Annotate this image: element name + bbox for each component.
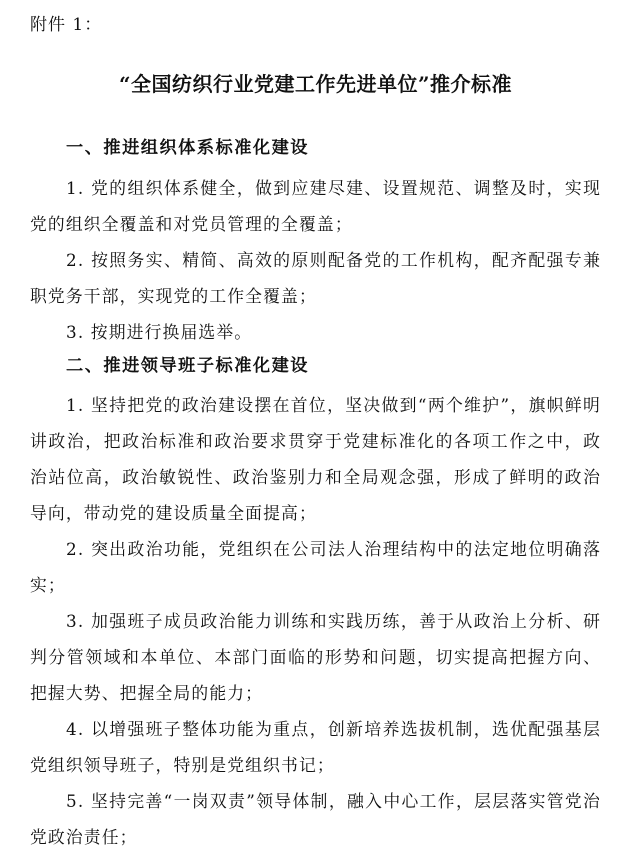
document-title: “全国纺织行业党建工作先进单位”推介标准	[118, 72, 512, 96]
section2-item-3: 3. 加强班子成员政治能力训练和实践历练，善于从政治上分析、研判分管领域和本单位、本部门面临的形势和问题，切实提高把握方向、把握大势、把握全局的能力；	[30, 611, 601, 703]
section2-item-4: 4. 以增强班子整体功能为重点，创新培养选拔机制，选优配强基层党组织领导班子，特别是党组织书记；	[30, 719, 601, 775]
section2-item-1: 1. 坚持把党的政治建设摆在首位，坚决做到“两个维护”，旗帜鲜明讲政治，把政治标准和政治要求贯穿于党建标准化的各项工作之中，政治站位高，政治敏锐性、政治鉴别力和全局观念强，形成了鲜明的政治导向，带动党的建设质量全面提高；	[30, 395, 601, 523]
section2-item-5: 5. 坚持完善“一岗双责”领导体制，融入中心工作，层层落实管党治党政治责任；	[30, 791, 601, 847]
attachment-label: 附件 1：	[30, 15, 103, 35]
section-heading-organization: 一、推进组织体系标准化建设	[66, 138, 309, 158]
section2-item-2: 2. 突出政治功能，党组织在公司法人治理结构中的法定地位明确落实；	[30, 539, 601, 595]
section1-item-2: 2. 按照务实、精简、高效的原则配备党的工作机构，配齐配强专兼职党务干部，实现党的工作全覆盖；	[30, 250, 601, 306]
section1-item-1: 1. 党的组织体系健全，做到应建尽建、设置规范、调整及时，实现党的组织全覆盖和对党员管理的全覆盖；	[30, 178, 601, 234]
section-heading-leadership: 二、推进领导班子标准化建设	[66, 356, 309, 376]
document-body	[30, 131, 601, 855]
section1-item-3: 3. 按期进行换届选举。	[66, 322, 253, 342]
